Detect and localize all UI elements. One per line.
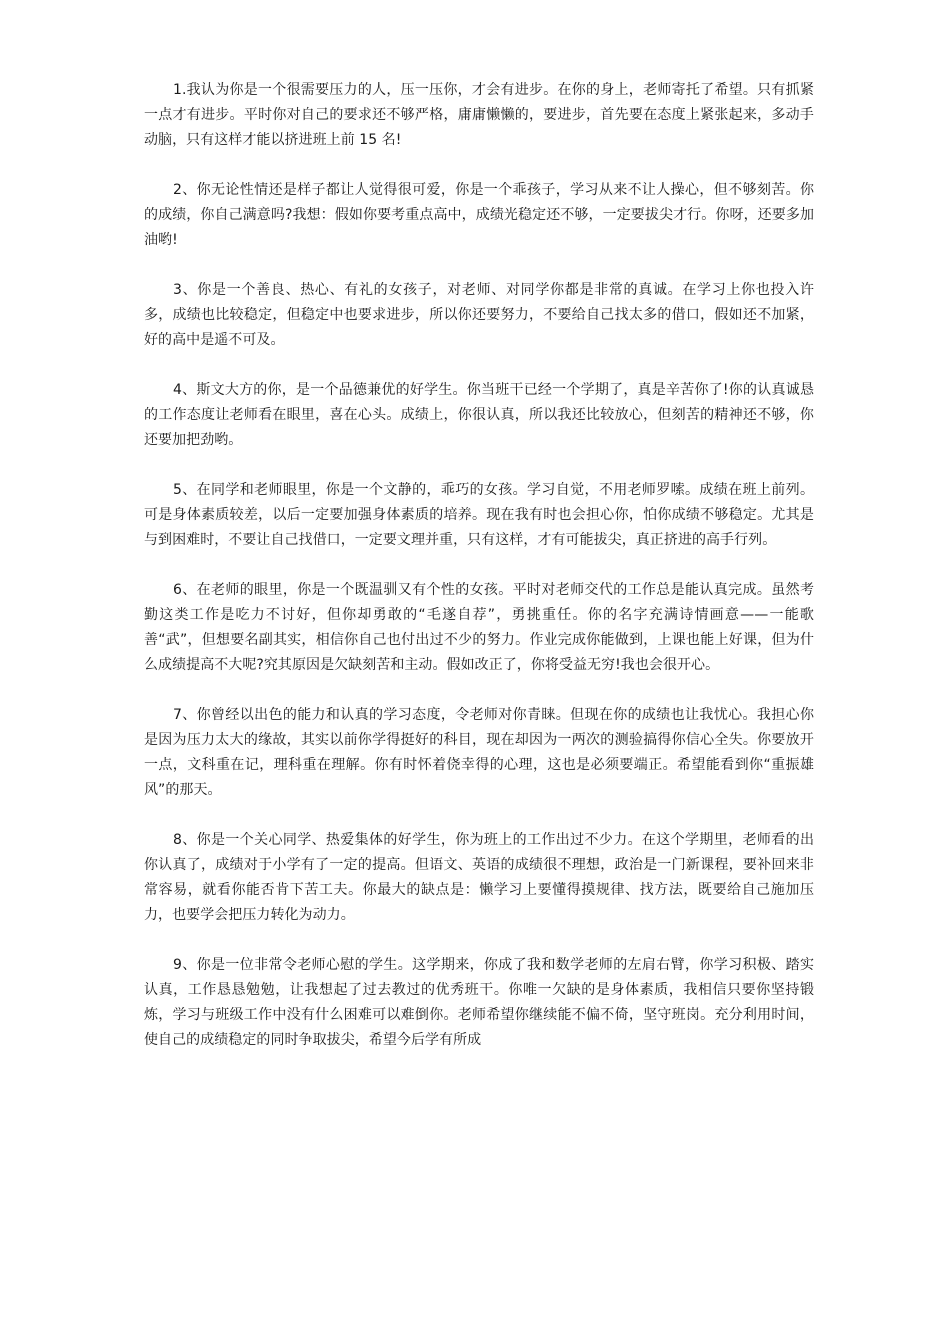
comment-paragraph-3: 3、你是一个善良、热心、有礼的女孩子，对老师、对同学你都是非常的真诚。在学习上你也投入许多，成绩也比较稳定，但稳定中也要求进步，所以你还要努力，不要给自己找太多的借口，假如还不加紧，好的高中是遥不可及。 [144, 282, 814, 348]
comment-paragraph-8: 8、你是一个关心同学、热爱集体的好学生，你为班上的工作出过不少力。在这个学期里，老师看的出你认真了，成绩对于小学有了一定的提高。但语文、英语的成绩很不理想，政治是一门新课程，要补回来非常容易，就看你能否肯下苦工夫。你最大的缺点是：懒学习上要懂得摸规律、找方法，既要给自己施加压力，也要学会把压力转化为动力。 [144, 832, 814, 923]
comment-paragraph-5: 5、在同学和老师眼里，你是一个文静的，乖巧的女孩。学习自觉，不用老师罗嗦。成绩在班上前列。可是身体素质较差，以后一定要加强身体素质的培养。现在我有时也会担心你，怕你成绩不够稳定。尤其是与到困难时，不要让自己找借口，一定要文理并重，只有这样，才有可能拔尖，真正挤进的高手行列。 [144, 482, 814, 548]
comment-paragraph-9: 9、你是一位非常令老师心慰的学生。这学期来，你成了我和数学老师的左肩右臂，你学习积极、踏实认真，工作恳恳勉勉，让我想起了过去教过的优秀班干。你唯一欠缺的是身体素质，我相信只要你坚持锻炼，学习与班级工作中没有什么困难可以难倒你。老师希望你继续能不偏不倚，坚守班岗。充分利用时间，使自己的成绩稳定的同时争取拔尖，希望今后学有所成 [144, 957, 814, 1048]
comment-paragraph-4: 4、斯文大方的你，是一个品德兼优的好学生。你当班干已经一个学期了，真是辛苦你了!你的认真诚恳的工作态度让老师看在眼里，喜在心头。成绩上，你很认真，所以我还比较放心，但刻苦的精神还不够，你还要加把劲哟。 [144, 382, 814, 448]
comment-paragraph-7: 7、你曾经以出色的能力和认真的学习态度，令老师对你青睐。但现在你的成绩也让我忧心。我担心你是因为压力太大的缘故，其实以前你学得挺好的科目，现在却因为一两次的测验搞得你信心全失。你要放开一点，文科重在记，理科重在理解。你有时怀着侥幸得的心理，这也是必须要端正。希望能看到你“重振雄风”的那天。 [144, 707, 814, 798]
comment-paragraph-6: 6、在老师的眼里，你是一个既温驯又有个性的女孩。平时对老师交代的工作总是能认真完成。虽然考勤这类工作是吃力不讨好，但你却勇敢的“毛遂自荐”，勇挑重任。你的名字充满诗情画意——一能歌善“武”，但想要名副其实，相信你自己也付出过不少的努力。作业完成你能做到，上课也能上好课，但为什么成绩提高不大呢?究其原因是欠缺刻苦和主动。假如改正了，你将受益无穷!我也会很开心。 [144, 582, 814, 673]
document-body [144, 78, 814, 1078]
comment-paragraph-2: 2、你无论性情还是样子都让人觉得很可爱，你是一个乖孩子，学习从来不让人操心，但不够刻苦。你的成绩，你自己满意吗?我想：假如你要考重点高中，成绩光稳定还不够，一定要拔尖才行。你呀，还要多加油哟! [144, 182, 814, 248]
comment-paragraph-1: 1.我认为你是一个很需要压力的人，压一压你，才会有进步。在你的身上，老师寄托了希望。只有抓紧一点才有进步。平时你对自己的要求还不够严格，庸庸懒懒的，要进步，首先要在态度上紧张起来，多动手动脑，只有这样才能以挤进班上前 15 名! [144, 82, 814, 148]
